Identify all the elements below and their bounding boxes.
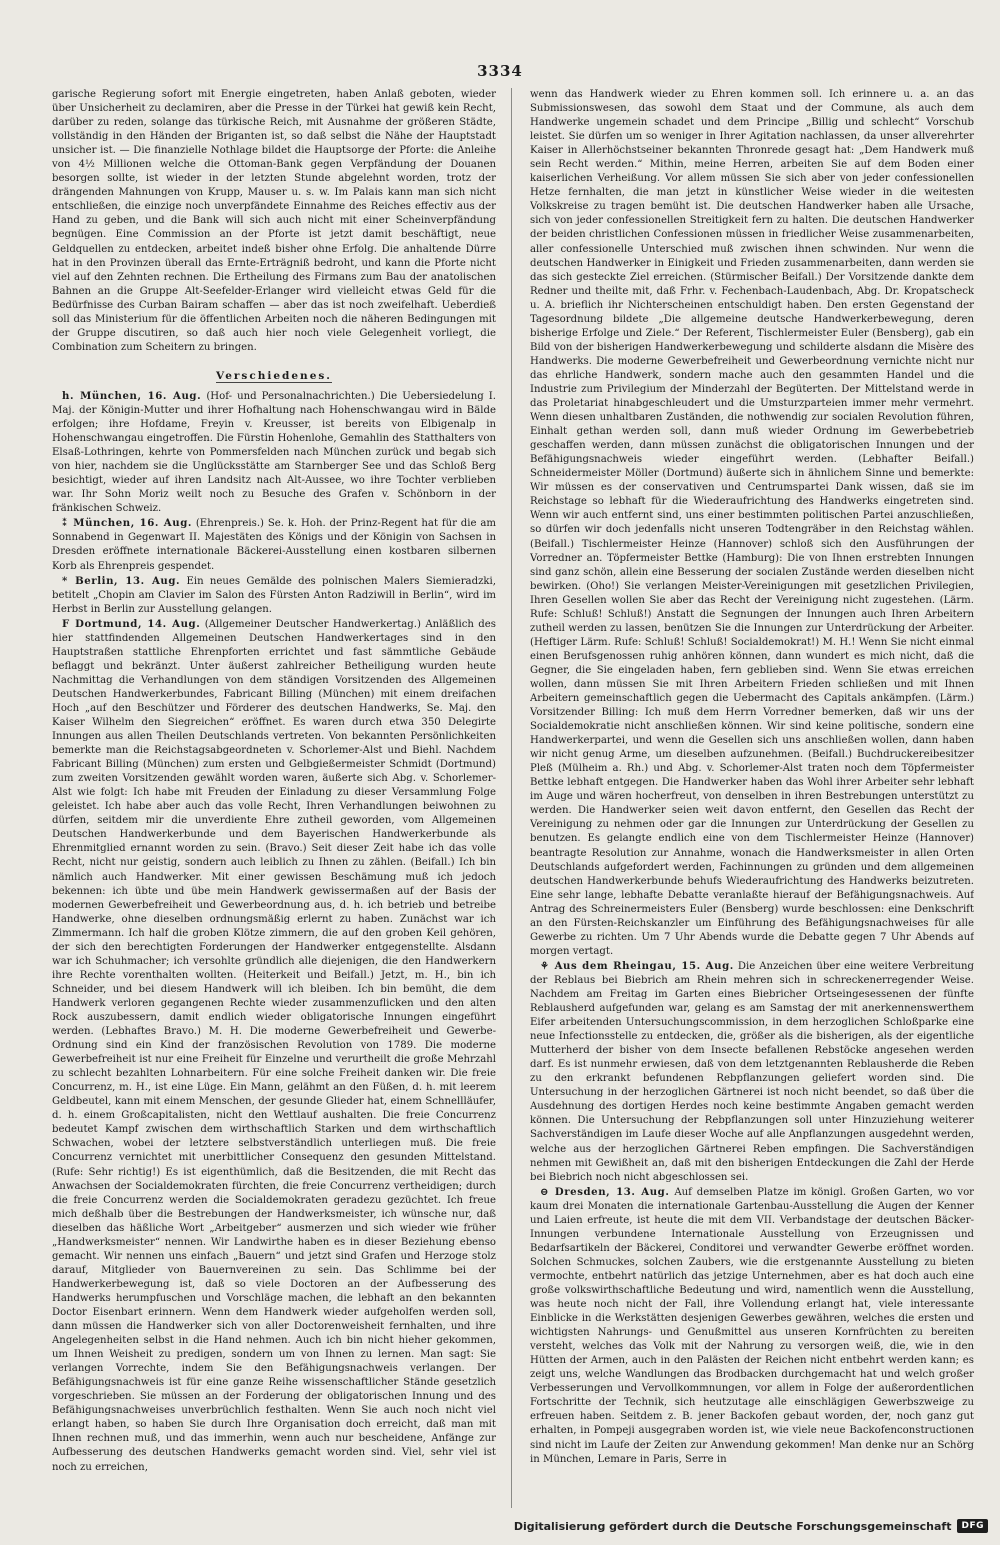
dateline-dresden: ⊖ Dresden, 13. Aug. <box>540 1185 670 1198</box>
article-dortmund <box>52 617 496 1475</box>
page-number: 3334 <box>477 62 523 80</box>
footer-credit: Digitalisierung gefördert durch die Deutsche Forschungsgemeinschaft <box>513 1519 952 1533</box>
article-munich-1 <box>52 389 496 516</box>
dateline-munich-1: h. München, 16. Aug. <box>62 389 202 402</box>
article-dresden <box>530 1185 974 1467</box>
section-heading-text: Verschiedenes. <box>216 369 332 382</box>
column-divider <box>511 88 512 1508</box>
article-rheingau <box>530 959 974 1185</box>
article-berlin-text: Ein neues Gemälde des polnischen Malers Siemieradzki, betitelt „Chopin am Clavier im Salon des Fürsten Anton Radziwill in Berlin“, wird im Herbst in Berlin zur Ausstellung gelangen. <box>52 575 496 615</box>
right-column <box>530 88 974 1508</box>
dateline-munich-2: ⁑ München, 16. Aug. <box>62 517 192 530</box>
article-munich-2-text: (Ehrenpreis.) Se. k. Hoh. der Prinz-Regent hat für die am Sonnabend in Gegenwart II. Majestäten des Königs und der Königin von Sachsen in Dresden eröffnete internationale Bäckerei-Ausstellung einen kostbaren silbernen Korb als Ehrenpreis gespendet. <box>52 518 496 572</box>
article-berlin <box>52 574 496 617</box>
article-dortmund-text: (Allgemeiner Deutscher Handwerkertag.) Anläßlich des hier stattfindenden Allgemeinen Deutschen Handwerkertages sind in den Hauptstraßen stattliche Ehrenpforten errichtet und fast sämmtliche Gebäude beflaggt und bekränzt. Unter äußerst zahlreicher Betheiligung wurden heute Nachmittag die Verhandlungen von dem ständigen Vorsitzenden des Allgemeinen Deutschen Handwerkerbundes, Fabricant Billing (München) mit einem dreifachen Hoch „auf den Beschützer und Förderer des deutschen Handwerks, Se. Maj. den Kaiser Wilhelm den Siegreichen“ eröffnet. Es waren durch etwa 350 Delegirte Innungen aus allen Theilen Deutschlands vertreten. Von bekannten Persönlichkeiten bemerkte man die Reichstagsabgeordneten v. Schorlemer-Alst und Biehl. Nachdem Fabricant Billing (München) zum ersten und Gelbgießermeister Schmidt (Dortmund) zum zweiten Vorsitzenden gewählt worden waren, äußerte sich Abg. v. Schorlemer-Alst wie folgt: Ich habe mit Freuden der Einladung zu dieser Versammlung Folge geleistet. Ich habe aber auch das volle Recht, Ihren Verhandlungen beiwohnen zu dürfen, seitdem mir die unverdiente Ehre zutheil geworden, vom Allgemeinen Deutschen Handwerkerbunde und dem Bayerischen Handwerkerbunde als Ehrenmitglied ernannt worden zu sein. (Bravo.) Seit dieser Zeit habe ich das volle Recht, nicht nur geistig, sondern auch leiblich zu Ihnen zu zählen. (Beifall.) Ich bin nämlich auch Handwerker. Mit einer gewissen Beschämung muß ich jedoch bekennen: ich übte und übe mein Handwerk gewissermaßen auf der Basis der modernen Gewerbefreiheit und Gewerbeordnung aus, d. h. ich betrieb und betreibe Handwerke, ohne dieselben ordnungsmäßig erlernt zu haben. Zunächst war ich Zimmermann. Ich half die groben Klötze zimmern, die auf den groben Keil gehören, der sich den berechtigten Forderungen der Handwerker entgegenstellte. Alsdann war ich Schuhmacher; ich versohlte gründlich alle diejenigen, die den Handwerkern ihre Rechte vorenthalten wollten. (Heiterkeit und Beifall.) Jetzt, m. H., bin ich Schneider, und bei diesem Handwerk will ich bleiben. Ich bin bemüht, die dem Handwerk verloren gegangenen Rechte wieder zusammenzuflicken und den alten Rock auszubessern, damit endlich wieder obligatorische Innungen eingeführt werden. (Lebhaftes Bravo.) M. H. Die moderne Gewerbefreiheit und Gewerbe-Ordnung sind ein Kind der französischen Revolution von 1789. Die moderne Gewerbefreiheit ist nur eine Freiheit für Einzelne und verurtheilt die große Mehrzahl zu schlecht bezahlten Lohnarbeitern. Für eine solche Freiheit danken wir. Die freie Concurrenz, m. H., ist eine Lüge. Ein Mann, gelähmt an den Füßen, d. h. mit leerem Geldbeutel, kann mit einem Menschen, der gesunde Glieder hat, einem Schnellläufer, d. h. einem Großcapitalisten, nicht den Wettlauf aushalten. Die freie Concurrenz bedeutet Kampf zwischen dem wirthschaftlich Starken und dem wirthschaftlich Schwachen, wobei der letztere selbstverständlich unterliegen muß. Die freie Concurrenz vernichtet mit unerbittlicher Consequenz den gesunden Mittelstand. (Rufe: Sehr richtig!) Es ist eigenthümlich, daß die Besitzenden, die mit Recht das Anwachsen der Socialdemokraten fürchten, die freie Concurrenz vertheidigen; durch die freie Concurrenz werden die Socialdemokraten geradezu gezüchtet. Ich freue mich deßhalb über die Bestrebungen der Handwerksmeister, ich wünsche nur, daß dieselben das häßliche Wort „Arbeitgeber“ ausmerzen und sich wieder wie früher „Handwerksmeister“ nennen. Wir Landwirthe haben es in dieser Beziehung ebenso gemacht. Wir nennen uns einfach „Bauern“ und jetzt sind Grafen und Herzoge stolz darauf, Mitglieder von Bauernvereinen zu sein. Das Schlimme bei der Handwerkerbewegung ist, daß so viele Doctoren an der Aufbesserung des Handwerks herumpfuschen und Vorschläge machen, die lebhaft an den bekannten Doctor Eisenbart erinnern. Wenn dem Handwerk wieder aufgeholfen werden soll, dann müssen die Handwerker sich von aller Doctorenweisheit fernhalten, und ihre Angelegenheiten selbst in die Hand nehmen. Auch ich bin nicht hieher gekommen, um Ihnen Weisheit zu predigen, sondern um von Ihnen zu lernen. Man sagt: Sie verlangen Vorrechte, indem Sie den Befähigungsnachweis verlangen. Der Befähigungsnachweis ist für eine ganze Reihe wissenschaftlicher Stände gesetzlich vorgeschrieben. Sie müssen an der Forderung der obligatorischen Innung und des Befähigungsnachweises unverbrüchlich festhalten. Wenn Sie auch noch nicht viel erlangt haben, so haben Sie durch Ihre Organisation doch erreicht, daß man mit Ihnen rechnen muß, und das immerhin, wenn auch nur bescheidene, Anfänge zur Aufbesserung des deutschen Handwerks gemacht worden sind. Viel, sehr viel ist noch zu erreichen, <box>52 618 496 1473</box>
article-munich-1-text: (Hof- und Personalnachrichten.) Die Uebersiedelung I. Maj. der Königin-Mutter und ihrer Hofhaltung nach Hohenschwangau wird in Bälde erfolgen; ihre Hofdame, Freyin v. Kreusser, ist bereits von Elbigenalp in Hohenschwangau eingetroffen. Die Fürstin Hohenlohe, Gemahlin des Statthalters von Elsaß-Lothringen, kehrte von Pommersfelden nach München zurück und begab sich von hier, nachdem sie die Unglücksstätte am Starnberger See und das Schloß Berg besichtigt, wieder auf ihren Landsitz nach Alt-Aussee, wo ihre Tochter verblieben war. Ihr Sohn Moriz weilt noch zu Besuche des Grafen v. Schönborn in der fränkischen Schweiz. <box>52 390 496 515</box>
article-dortmund-continued: wenn das Handwerk wieder zu Ehren kommen soll. Ich erinnere u. a. an das Submissionswesen, das sowohl dem Staat und der Commune, als auch dem Handwerke ungemein schadet und dem Principe „Billig und schlecht“ Vorschub leistet. Sie dürfen um so weniger in Ihrer Agitation nachlassen, da unser allverehrter Kaiser in Allerhöchstseiner bekannten Thronrede gesagt hat: „Dem Handwerk muß sein Recht werden.“ Mithin, meine Herren, arbeiten Sie auf dem Boden einer kaiserlichen Verheißung. Vor allem müssen Sie sich aber von jeder confessionellen Hetze fernhalten, die man jetzt in künstlicher Weise wieder in die weitesten Volkskreise zu tragen bemüht ist. Die deutschen Handwerker haben alle Ursache, sich von jeder confessionellen Streitigkeit fern zu halten. Die deutschen Handwerker der beiden christlichen Confessionen müssen in friedlicher Weise zusammenarbeiten, aller confessionelle Unterschied muß zwischen ihnen schwinden. Nur wenn die deutschen Handwerker in Einigkeit und Frieden zusammenarbeiten, dann werden sie das sich gesteckte Ziel erreichen. (Stürmischer Beifall.) Der Vorsitzende dankte dem Redner und theilte mit, daß Frhr. v. Fechenbach-Laudenbach, Abg. Dr. Kropatscheck u. A. brieflich ihr Nichterscheinen entschuldigt haben. Den ersten Gegenstand der Tagesordnung bildete „Die allgemeine deutsche Handwerkerbewegung, deren bisherige Erfolge und Ziele.“ Der Referent, Tischlermeister Euler (Bensberg), gab ein Bild von der bisherigen Handwerkerbewegung und schilderte alsdann die Misère des Handwerks. Die moderne Gewerbefreiheit und Gewerbeordnung vernichte nicht nur das ehrliche Handwerk, sondern mache auch den gesammten Handel und die Industrie zum Privilegium der Minderzahl der Begüterten. Der Mittelstand werde in das Proletariat hinabgeschleudert und die Umsturzparteien immer mehr vermehrt. Wenn diesen unhaltbaren Zuständen, die nothwendig zur socialen Revolution führen, Einhalt gethan werden soll, dann muß wieder Ordnung im Gewerbebetrieb geschaffen werden, dann müssen zunächst die obligatorischen Innungen und der Befähigungsnachweis wieder eingeführt werden. (Lebhafter Beifall.) Schneidermeister Möller (Dortmund) äußerte sich in ähnlichem Sinne und bemerkte: Wir müssen es der conservativen und Centrumspartei Dank wissen, daß sie im Reichstage so lebhaft für die Wiederaufrichtung des Handwerks eingetreten sind. Wenn wir auch entfernt sind, uns einer bestimmten politischen Partei anzuschließen, so dürfen wir doch jedenfalls nicht unseren Todtengräber in den Reichstag wählen. (Beifall.) Tischlermeister Heinze (Hannover) schloß sich den Ausführungen der Vorredner an. Töpfermeister Bettke (Hamburg): Die von Ihnen erstrebten Innungen sind ganz schön, allein eine Besserung der socialen Zustände werden dieselben nicht bewirken. (Oho!) Sie verlangen Meister-Vereinigungen mit gesetzlichen Privilegien, Ihren Gesellen wollen Sie aber das Recht der Vereinigung nicht zugestehen. (Lärm. Rufe: Schluß! Schluß!) Anstatt die Segnungen der Innungen auch Ihren Arbeitern zutheil werden zu lassen, benützen Sie die Innungen zur Unterdrückung der Arbeiter. (Heftiger Lärm. Rufe: Schluß! Schluß! Socialdemokrat!) M. H.! Wenn Sie nicht einmal einen Berufsgenossen ruhig anhören können, dann wundert es mich nicht, daß die Gegner, die Sie eingeladen haben, fern geblieben sind. Wenn Sie etwas erreichen wollen, dann müssen Sie mit Ihren Arbeitern Frieden schließen und mit Ihnen Arbeitern gemeinschaftlich gegen die Uebermacht des Capitals ankämpfen. (Lärm.) Vorsitzender Billing: Ich muß dem Herrn Vorredner bemerken, daß wir uns der Socialdemokratie nicht anschließen können. Wir sind keine politische, sondern eine Handwerkerpartei, und wenn die Gesellen sich uns anschließen wollen, dann haben wir nicht genug Arme, um dieselben aufzunehmen. (Beifall.) Buchdruckereibesitzer Pleß (Mülheim a. Rh.) und Abg. v. Schorlemer-Alst traten noch dem Töpfermeister Bettke lebhaft entgegen. Die Handwerker haben das Wohl ihrer Arbeiter sehr lebhaft im Auge und wären hocherfreut, von denselben in ihren Bestrebungen unterstützt zu werden. Die Handwerker seien weit davon entfernt, den Gesellen das Recht der Vereinigung zu nehmen oder gar die Innungen zur Unterdrückung der Gesellen zu benutzen. Es gelangte endlich eine von dem Tischlermeister Heinze (Hannover) beantragte Resolution zur Annahme, wonach die Handwerksmeister in allen Orten Deutschlands aufgefordert werden, Fachinnungen zu gründen und dem allgemeinen deutschen Handwerkerbunde behufs Wiederaufrichtung des Handwerks beizutreten. Eine sehr lange, lebhafte Debatte veranlaßte hierauf der Befähigungsnachweis. Auf Antrag des Schreinermeisters Euler (Bensberg) wurde beschlossen: eine Denkschrift an den Fürsten-Reichskanzler um Einführung des Befähigungsnachweises für alle Gewerbe zu richten. Um 7 Uhr Abends wurde die Debatte gegen 7 Uhr Abends auf morgen vertagt. <box>530 89 974 957</box>
left-column <box>52 88 496 1508</box>
section-heading <box>52 369 496 383</box>
paragraph-intro: garische Regierung sofort mit Energie eingetreten, haben Anlaß geboten, wieder über Unsicherheit zu declamiren, aber die Presse in der Türkei hat gewiß kein Recht, darüber zu reden, solange das türkische Reich, mit Ausnahme der größeren Städte, vollständig in den Händen der Briganten ist, so daß selbst die Nähe der Hauptstadt unsicher ist. — Die finanzielle Nothlage bildet die Hauptsorge der Pforte: die Anleihe von 4½ Millionen welche die Ottoman-Bank gegen Verpfändung der Douanen besorgen sollte, ist wieder in der letzten Stunde abgelehnt worden, trotz der drängenden Mahnungen von Krupp, Mauser u. s. w. Im Palais kann man sich nicht entschließen, die einzige noch unverpfändete Einnahme des Reiches effectiv aus der Hand zu geben, und die Bank will sich auch nicht mit einer Scheinverpfändung begnügen. Eine Commission an der Pforte ist jetzt damit beschäftigt, neue Geldquellen zu entdecken, arbeitet indeß bisher ohne Erfolg. Die anhaltende Dürre hat in den Provinzen überall das Ernte-Erträgniß bedroht, und kann die Pforte nicht viel auf den Zehnten rechnen. Die Ertheilung des Firmans zum Bau der anatolischen Bahnen an die Gruppe Alt-Seefelder-Erlanger wird vielleicht etwas Geld für die Bedürfnisse des Curban Bairam schaffen — aber das ist noch zweifelhaft. Ueberdieß soll das Ministerium für die öffentlichen Arbeiten noch die näheren Bedingungen mit der Gruppe discutiren, so daß auch hier noch viele Gelegenheit vorliegt, die Combination zum Scheitern zu bringen. <box>52 89 496 353</box>
article-rheingau-text: Die Anzeichen über eine weitere Verbreitung der Reblaus bei Biebrich am Rhein mehren sich in schreckenerregender Weise. Nachdem am Freitag im Garten eines Biebricher Ortseingesessenen der fünfte Reblausherd aufgefunden war, gelang es am Samstag der mit anerkennenswerthem Eifer arbeitenden Untersuchungscommission, in dem herzoglichen Schloßparke eine neue Infectionsstelle zu entdecken, die, größer als die bisherigen, als der eigentliche Mutterherd der bisher von dem Insecte befallenen Rebstöcke angesehen werden darf. Es ist nunmehr erwiesen, daß von dem letztgenannten Reblausherde die Reben zu den erkrankt befundenen Rebpflanzungen geliefert worden sind. Die Untersuchung in der herzoglichen Gärtnerei ist noch nicht beendet, so daß über die Ausdehnung des dortigen Herdes noch keine bestimmte Angaben gemacht werden können. Die Untersuchung der Rebpflanzungen soll unter Hinzuziehung weiterer Sachverständigen im Laufe dieser Woche auf alle Anpflanzungen ausgedehnt werden, welche aus der herzoglichen Gärtnerei Reben empfingen. Die Sachverständigen nehmen mit Gewißheit an, daß mit den bisherigen Entdeckungen die Zahl der Herde bei Biebrich noch nicht abgeschlossen sei. <box>530 960 974 1183</box>
dateline-dortmund: F Dortmund, 14. Aug. <box>62 617 201 630</box>
digitization-footer <box>514 1519 988 1533</box>
dfg-logo-icon: DFG <box>957 1519 988 1533</box>
article-dresden-text: Auf demselben Platze im königl. Großen Garten, wo vor kaum drei Monaten die internationale Gartenbau-Ausstellung die Augen der Kenner und Laien erfreute, ist heute die mit dem VII. Verbandstage der deutschen Bäcker-Innungen verbundene Internationale Ausstellung von Erzeugnissen und Bedarfsartikeln der Bäckerei, Conditorei und verwandter Gewerbe eröffnet worden. Solchen Schmuckes, solchen Zaubers, wie die erstgenannte Ausstellung zu bieten vermochte, entbehrt natürlich das jetzige Unternehmen, aber es hat doch auch eine große volkswirthschaftliche Bedeutung und wird, namentlich wenn die Ausstellung, was heute noch nicht der Fall, ihre Vollendung erlangt hat, viele interessante Einblicke in die Werkstätten desjenigen Gewerbes gewähren, welches die ersten und wichtigsten Nahrungs- und Genußmittel aus unseren Kornfrüchten zu bereiten versteht, welches das Volk mit der Nahrung zu versorgen weiß, die, wie in den Hütten der Armen, auch in den Palästen der Reichen nicht entbehrt werden kann; es zeigt uns, welche Wandlungen das Brodbacken durchgemacht hat und welch großer Verbesserungen und Vervollkommnungen, vor allem in Folge der außerordentlichen Fortschritte der Technik, sich heutzutage alle einschlägigen Gewerbszweige zu erfreuen haben. Seitdem z. B. jener Backofen gebaut worden, der, noch ganz gut erhalten, in Pompeji ausgegraben worden ist, wie viele neue Backofenconstructionen sind nicht im Laufe der Zeiten zur Anwendung gekommen! Man denke nur an Schörg in München, Lemare in Paris, Serre in <box>530 1186 974 1465</box>
dateline-rheingau: ⚘ Aus dem Rheingau, 15. Aug. <box>540 959 734 972</box>
dateline-berlin: * Berlin, 13. Aug. <box>62 574 181 587</box>
article-munich-2 <box>52 516 496 573</box>
